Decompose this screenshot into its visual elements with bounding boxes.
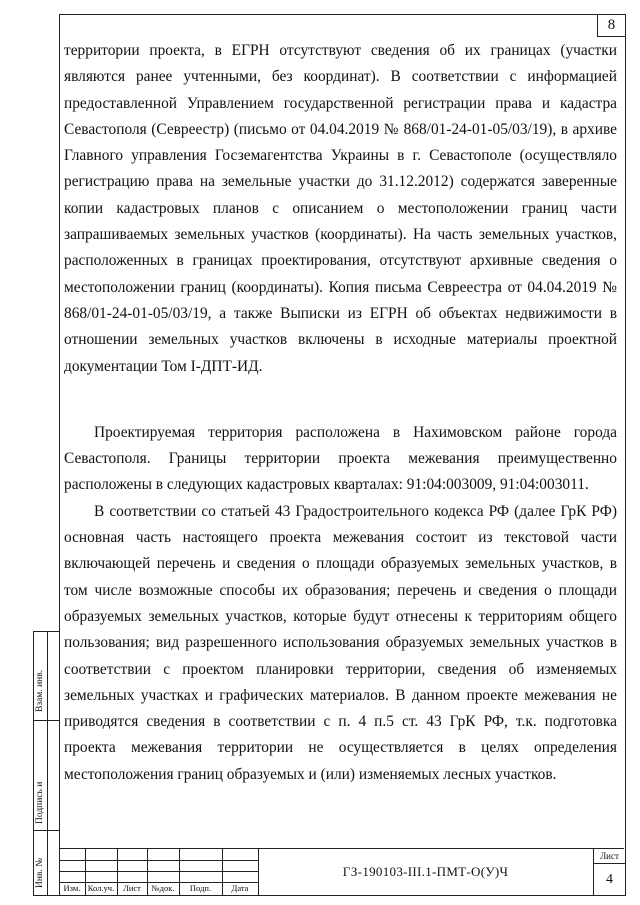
side-stamp <box>33 631 60 896</box>
page-number-top: 8 <box>597 14 625 37</box>
paragraph-1: территории проекта, в ЕГРН отсутствуют сведения об их границах (участки являются ранее учтенными, без координат). В соответствии с информацией предоставленной Управлением государственной регистрации права и кадастра Севастополя (Севреестр) (письмо от 04.04.2019 № 868/01-24-01-05/03/19), в архиве Главного управления Госземагентства Украины в г. Севастополе (осуществляло регистрацию права на земельные участки до 31.12.2012) содержатся заверенные копии кадастровых планов с описанием о местоположении границ части запрашиваемых земельных участков (координаты). На часть земельных участков, расположенных в границах проектирования, отсутствуют архивные сведения о местоположении границ (координаты). Копия письма Севреестра от 04.04.2019 № 868/01-24-01-05/03/19, а также Выписки из ЕГРН об объектах недвижимости в отношении земельных участков включены в исходные материалы проектной документации Том I-ДПТ-ИД. <box>64 42 617 375</box>
title-block <box>59 848 624 895</box>
vzam-inv-label: Взам. инв. <box>35 669 45 712</box>
header-data: Дата <box>231 883 249 893</box>
signature-label: Подпись и <box>35 781 45 824</box>
document-code: ГЗ-190103-III.1-ПМТ-О(У)Ч <box>342 864 509 879</box>
paragraph-3: В соответствии со статьей 43 Градостроительного кодекса РФ (далее ГрК РФ) основная часть настоящего проекта межевания состоит из текстовой части включающей перечень и сведения о площади образуемых земельных участков, в том числе возможные способы их образования; перечень и сведения о площади образуемых земельных участков, которые будут отнесены к территориям общего пользования; вид разрешенного использования образуемых земельных участков в соответствии с проектом планировки территории, сведения об изменяемых земельных участках и графических материалов. В данном проекте межевания не приводятся сведения в соответствии с п. 4 п.5 ст. 43 ГрК РФ, т.к. подготовка проекта межевания территории не осуществляется в целях определения местоположения границ образуемых и (или) изменяемых лесных участков. <box>64 502 617 783</box>
sheet-number: 4 <box>606 872 613 887</box>
side-cell-vzam <box>34 632 60 721</box>
inv-no-label: Инв. № <box>35 857 45 888</box>
sheet-cell <box>593 849 625 895</box>
sheet-label: Лист <box>594 849 625 864</box>
paragraph-2: Проектируемая территория расположена в Нахимовском районе города Севастополя. Границы территории проекта межевания преимущественно расположены в следующих кадастровых кварталах: 91:04:003009, 91:04:003011. <box>64 423 617 494</box>
side-cell-signature <box>34 720 60 831</box>
side-cell-inv <box>34 830 60 894</box>
header-ndok: №док. <box>151 883 175 893</box>
header-podp: Подп. <box>189 883 212 893</box>
header-izm: Изм. <box>63 883 81 893</box>
document-body <box>64 38 617 788</box>
header-kol-uch: Кол.уч. <box>87 883 115 893</box>
header-list: Лист <box>123 883 141 893</box>
